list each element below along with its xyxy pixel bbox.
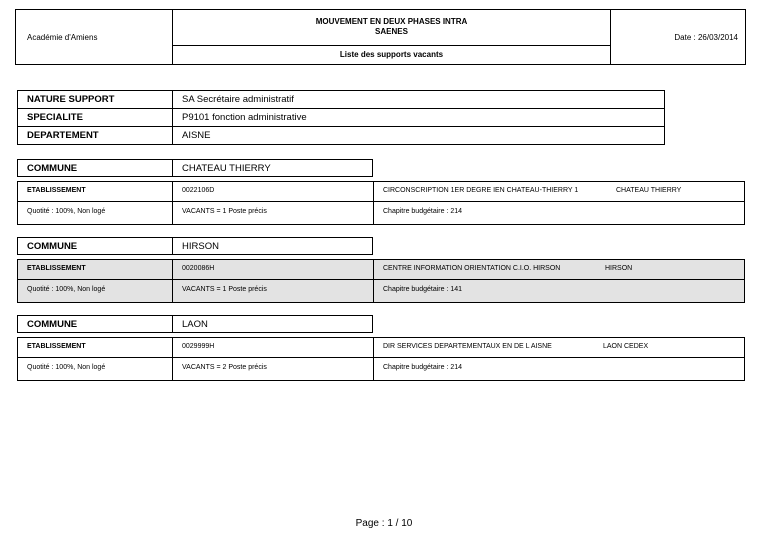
vacants-text: VACANTS = 2 Poste précis bbox=[182, 364, 267, 371]
specialite-value: P9101 fonction administrative bbox=[182, 112, 307, 123]
etablissement-col-divider-1 bbox=[172, 337, 173, 381]
departement-label: DEPARTEMENT bbox=[27, 130, 99, 141]
etablissement-label: ETABLISSEMENT bbox=[27, 343, 86, 350]
etablissement-col-divider-2 bbox=[373, 181, 374, 225]
etablissement-block bbox=[17, 259, 745, 303]
etablissement-row-divider bbox=[17, 201, 745, 202]
quotite-text: Quotité : 100%, Non logé bbox=[27, 286, 106, 293]
etablissement-col-divider-1 bbox=[172, 181, 173, 225]
page-number: Page : 1 / 10 bbox=[355, 518, 413, 529]
etablissement-name: DIR SERVICES DEPARTEMENTAUX EN DE L AISNE bbox=[383, 343, 552, 350]
etablissement-city: HIRSON bbox=[605, 265, 633, 272]
commune-label: COMMUNE bbox=[27, 241, 78, 252]
document-title bbox=[172, 17, 611, 37]
commune-name: CHATEAU THIERRY bbox=[182, 163, 271, 174]
commune-divider bbox=[172, 315, 173, 333]
etablissement-name: CENTRE INFORMATION ORIENTATION C.I.O. HIRSON bbox=[383, 265, 561, 272]
commune-name: HIRSON bbox=[182, 241, 219, 252]
document-subtitle: Liste des supports vacants bbox=[339, 50, 444, 59]
nature-value: SA Secrétaire administratif bbox=[182, 94, 294, 105]
chapitre-text: Chapitre budgétaire : 214 bbox=[383, 208, 462, 215]
support-row-divider-1 bbox=[17, 108, 665, 109]
etablissement-row-divider bbox=[17, 357, 745, 358]
header-divider-h bbox=[172, 45, 611, 46]
etablissement-name: CIRCONSCRIPTION 1ER DEGRE IEN CHATEAU-THIERRY 1 bbox=[383, 187, 579, 194]
commune-label: COMMUNE bbox=[27, 163, 78, 174]
etablissement-col-divider-2 bbox=[373, 337, 374, 381]
etablissement-col-divider-1 bbox=[172, 259, 173, 303]
document-date: Date : 26/03/2014 bbox=[674, 33, 738, 42]
support-row-divider-2 bbox=[17, 126, 665, 127]
departement-value: AISNE bbox=[182, 130, 211, 141]
commune-divider bbox=[172, 159, 173, 177]
commune-label: COMMUNE bbox=[27, 319, 78, 330]
commune-divider bbox=[172, 237, 173, 255]
quotite-text: Quotité : 100%, Non logé bbox=[27, 364, 106, 371]
etablissement-city: LAON CEDEX bbox=[603, 343, 649, 350]
title-line-2: SAENES bbox=[375, 27, 408, 36]
etablissement-label: ETABLISSEMENT bbox=[27, 187, 86, 194]
vacants-text: VACANTS = 1 Poste précis bbox=[182, 286, 267, 293]
commune-name: LAON bbox=[182, 319, 208, 330]
etablissement-city: CHATEAU THIERRY bbox=[616, 187, 682, 194]
etablissement-label: ETABLISSEMENT bbox=[27, 265, 86, 272]
title-line-1: MOUVEMENT EN DEUX PHASES INTRA bbox=[315, 17, 468, 26]
chapitre-text: Chapitre budgétaire : 141 bbox=[383, 286, 462, 293]
etablissement-code: 0022106D bbox=[182, 187, 215, 194]
nature-label: NATURE SUPPORT bbox=[27, 94, 115, 105]
support-col-divider bbox=[172, 90, 173, 145]
etablissement-code: 0020086H bbox=[182, 265, 215, 272]
etablissement-col-divider-2 bbox=[373, 259, 374, 303]
vacants-text: VACANTS = 1 Poste précis bbox=[182, 208, 267, 215]
etablissement-code: 0029999H bbox=[182, 343, 215, 350]
chapitre-text: Chapitre budgétaire : 214 bbox=[383, 364, 462, 371]
academy-label: Académie d'Amiens bbox=[27, 33, 98, 42]
specialite-label: SPECIALITE bbox=[27, 112, 83, 123]
etablissement-row-divider bbox=[17, 279, 745, 280]
quotite-text: Quotité : 100%, Non logé bbox=[27, 208, 106, 215]
